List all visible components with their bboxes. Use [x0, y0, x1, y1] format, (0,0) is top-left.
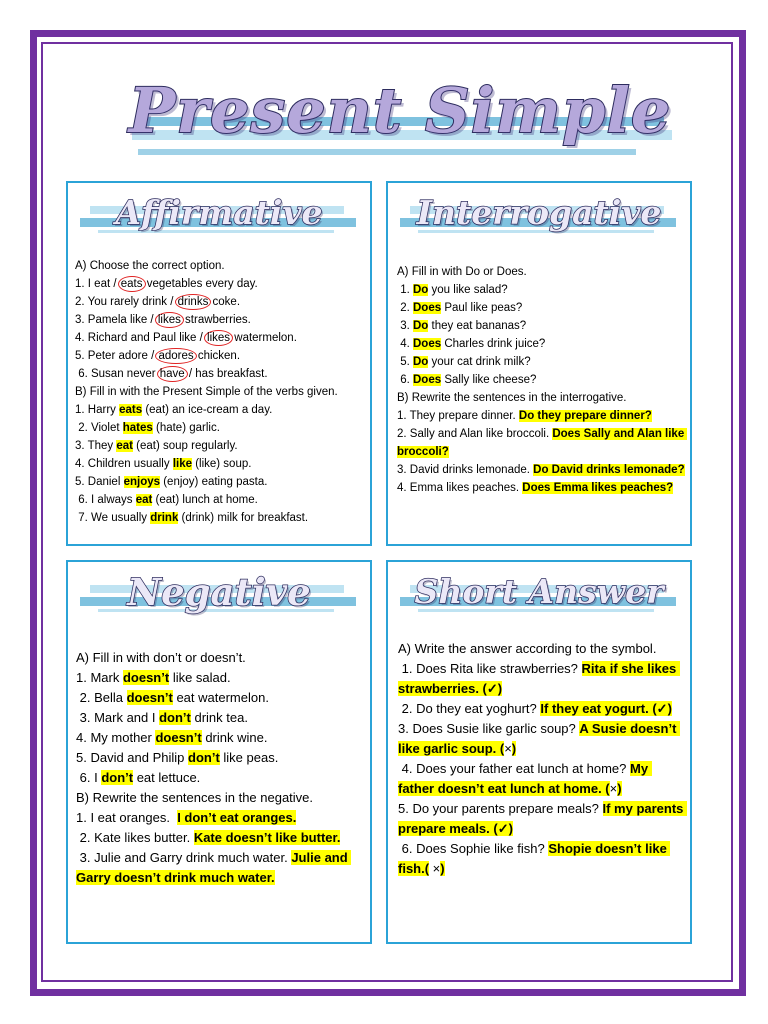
exercise-line	[397, 335, 687, 353]
exercise-line	[75, 419, 367, 437]
line-text: (enjoy) eating pasta.	[160, 476, 268, 488]
line-text: 5.	[397, 356, 413, 368]
highlighted-answer: hates	[122, 422, 153, 434]
section-heading: Affirmative	[115, 193, 323, 232]
exercise-line	[75, 365, 367, 383]
highlighted-answer: )	[440, 861, 445, 876]
line-text: ×	[609, 781, 618, 796]
highlighted-answer: don’t	[101, 770, 134, 785]
exercise-line	[397, 407, 687, 425]
exercise-line	[397, 425, 687, 461]
exercise-line	[397, 353, 687, 371]
exercise-line	[398, 719, 687, 759]
line-text: 4. Does your father eat lunch at home?	[398, 761, 630, 776]
highlighted-answer: doesn’t	[155, 730, 202, 745]
highlighted-answer: doesn’t	[122, 670, 170, 685]
line-text: B) Fill in with the Present Simple of the verbs given.	[75, 386, 338, 398]
line-text: 1. They prepare dinner.	[397, 410, 519, 422]
highlighted-answer: Do	[413, 356, 429, 368]
exercise-line	[397, 461, 687, 479]
line-text: 6. I always	[75, 494, 136, 506]
line-text: 5. David and Philip	[76, 750, 189, 765]
line-text: 4. Richard and Paul like /	[75, 332, 207, 344]
line-text: B) Rewrite the sentences in the negative.	[76, 790, 314, 805]
line-text: vegetables every day.	[143, 278, 258, 290]
exercise-line	[75, 257, 367, 275]
exercise-line	[75, 275, 367, 293]
line-text: 7. We usually	[75, 512, 151, 524]
line-text: 3. Mark and I	[76, 710, 160, 725]
line-text: (drink) milk for breakfast.	[178, 512, 309, 524]
line-text: like peas.	[219, 750, 279, 765]
highlighted-answer: Shopie doesn’t like fish.(	[398, 841, 671, 876]
line-text: 2. You rarely drink /	[75, 296, 177, 308]
section-heading-banner	[80, 570, 358, 614]
line-text: 2. Bella	[76, 690, 127, 705]
line-text: 5. Daniel	[75, 476, 124, 488]
line-text: 6. Does Sophie like fish?	[398, 841, 549, 856]
line-text: A) Fill in with don’t or doesn’t.	[76, 650, 246, 665]
line-text: 1.	[397, 284, 413, 296]
exercise-line	[76, 788, 367, 808]
line-text: eat watermelon.	[172, 690, 269, 705]
highlighted-answer: Does	[413, 374, 442, 386]
exercise-line	[398, 639, 687, 659]
section-heading-banner	[80, 191, 358, 235]
highlighted-answer: eat	[116, 440, 133, 452]
line-text: Sally like cheese?	[441, 374, 537, 386]
exercise-line	[397, 371, 687, 389]
line-text: 4. My mother	[76, 730, 156, 745]
exercise-line	[397, 281, 687, 299]
exercise-line	[76, 808, 367, 828]
section-heading-banner	[400, 570, 678, 614]
exercise-line	[397, 263, 687, 281]
short-answer-section	[386, 560, 692, 944]
circled-option: drinks	[175, 294, 212, 310]
exercise-line	[75, 293, 367, 311]
highlighted-answer: Do David drinks lemonade?	[533, 464, 685, 476]
highlighted-answer: If my parents prepare meals. (✓)	[398, 801, 688, 836]
interrogative-section	[386, 181, 692, 546]
line-text: 4. Children usually	[75, 458, 173, 470]
highlighted-answer: Julie and Garry doesn’t drink much water.	[76, 850, 352, 885]
exercise-line	[398, 759, 687, 799]
line-text: ×	[504, 741, 512, 756]
line-text: they eat bananas?	[428, 320, 527, 332]
exercise-line	[75, 491, 367, 509]
section-heading: Negative	[127, 570, 311, 614]
line-text: 6.	[397, 374, 413, 386]
exercise-line	[75, 329, 367, 347]
highlighted-answer: drink	[150, 512, 179, 524]
line-text: 1. Harry	[75, 404, 120, 416]
affirmative-section	[66, 181, 372, 546]
exercise-line	[75, 401, 367, 419]
line-text: chicken.	[194, 350, 241, 362]
highlighted-answer: My father doesn’t eat lunch at home. (	[398, 761, 652, 796]
line-text: like salad.	[169, 670, 231, 685]
circled-option: have	[157, 366, 188, 382]
line-text: your cat drink milk?	[428, 356, 531, 368]
exercise-line	[398, 799, 687, 839]
exercise-line	[76, 648, 367, 668]
line-text: (eat) an ice-cream a day.	[142, 404, 273, 416]
exercise-line	[75, 437, 367, 455]
highlighted-answer: Does Sally and Alan like broccoli?	[397, 428, 688, 458]
highlighted-answer: )	[617, 781, 622, 796]
highlighted-answer: Rita if she likes strawberries. (✓)	[398, 661, 680, 696]
highlighted-answer: Kate doesn’t like butter.	[193, 830, 341, 845]
line-text: / has breakfast.	[185, 368, 268, 380]
highlighted-answer: Does Emma likes peaches?	[522, 482, 674, 494]
exercise-line	[398, 659, 687, 699]
line-text: (like) soup.	[192, 458, 252, 470]
highlighted-answer: )	[511, 741, 517, 756]
exercise-line	[75, 455, 367, 473]
highlighted-answer: doesn’t	[126, 690, 173, 705]
line-text: drink tea.	[190, 710, 248, 725]
exercise-list	[397, 263, 687, 497]
line-text: 1. I eat oranges.	[76, 810, 178, 825]
line-text: 4. Emma likes peaches.	[397, 482, 523, 494]
line-text: 6. Susan never	[75, 368, 159, 380]
exercise-list	[76, 648, 367, 888]
line-text: 1. I eat /	[75, 278, 120, 290]
exercise-line	[75, 383, 367, 401]
exercise-list	[398, 639, 687, 879]
highlighted-answer: I don’t eat oranges.	[177, 810, 297, 825]
exercise-line	[76, 728, 367, 748]
highlighted-answer: Does	[413, 338, 442, 350]
line-text: A) Fill in with Do or Does.	[397, 266, 527, 278]
exercise-list	[75, 257, 367, 527]
highlighted-answer: Do	[413, 320, 429, 332]
exercise-line	[76, 768, 367, 788]
highlighted-answer: enjoys	[123, 476, 161, 488]
exercise-line	[76, 748, 367, 768]
highlighted-answer: eats	[119, 404, 143, 416]
highlighted-answer: eat	[135, 494, 153, 506]
line-text: A) Write the answer according to the symbol.	[398, 641, 657, 656]
line-text: you like salad?	[428, 284, 508, 296]
highlighted-answer: don’t	[188, 750, 220, 765]
line-text: (eat) soup regularly.	[132, 440, 238, 452]
line-text: A) Choose the correct option.	[75, 260, 225, 272]
line-text: coke.	[209, 296, 241, 308]
line-text: 2. Sally and Alan like broccoli.	[397, 428, 553, 440]
exercise-line	[75, 473, 367, 491]
circled-option: adores	[155, 348, 196, 364]
exercise-line	[76, 668, 367, 688]
exercise-line	[397, 317, 687, 335]
line-text: 5. Do your parents prepare meals?	[398, 801, 603, 816]
exercise-line	[76, 708, 367, 728]
exercise-line	[76, 848, 367, 888]
exercise-line	[398, 699, 687, 719]
line-text: 1. Mark	[76, 670, 123, 685]
exercise-line	[397, 389, 687, 407]
line-text: (eat) lunch at home.	[152, 494, 258, 506]
line-text: 3. Pamela like /	[75, 314, 157, 326]
exercise-line	[75, 347, 367, 365]
page-title: Present Simple	[128, 74, 672, 147]
line-text: drink wine.	[201, 730, 268, 745]
exercise-line	[75, 509, 367, 527]
circled-option: likes	[155, 312, 184, 328]
line-text: ×	[429, 861, 441, 876]
exercise-line	[75, 311, 367, 329]
line-text: watermelon.	[231, 332, 297, 344]
circled-option: eats	[118, 276, 146, 292]
exercise-line	[397, 299, 687, 317]
line-text: 2.	[397, 302, 413, 314]
exercise-line	[76, 828, 367, 848]
line-text: 6. I	[76, 770, 102, 785]
section-heading: Short Answer	[414, 572, 664, 611]
line-text: eat lettuce.	[133, 770, 201, 785]
line-text: 2. Kate likes butter.	[76, 830, 194, 845]
line-text: 3. Does Susie like garlic soup?	[398, 721, 580, 736]
line-text: Paul like peas?	[441, 302, 523, 314]
line-text: 4.	[397, 338, 413, 350]
line-text: strawberries.	[181, 314, 251, 326]
line-text: 1. Does Rita like strawberries?	[398, 661, 582, 676]
circled-option: likes	[204, 330, 233, 346]
exercise-line	[76, 688, 367, 708]
line-text: 3. They	[75, 440, 117, 452]
highlighted-answer: don’t	[159, 710, 191, 725]
line-text: 2. Violet	[75, 422, 123, 434]
section-heading: Interrogative	[416, 193, 662, 232]
highlighted-answer: Do they prepare dinner?	[518, 410, 652, 422]
section-heading-banner	[400, 191, 678, 235]
line-text: (hate) garlic.	[152, 422, 220, 434]
highlighted-answer: Does	[413, 302, 442, 314]
exercise-line	[397, 479, 687, 497]
exercise-line	[398, 839, 687, 879]
line-text: 3.	[397, 320, 413, 332]
line-text: B) Rewrite the sentences in the interrogative.	[397, 392, 627, 404]
line-text: Charles drink juice?	[441, 338, 546, 350]
highlighted-answer: like	[172, 458, 192, 470]
line-text: 3. David drinks lemonade.	[397, 464, 534, 476]
line-text: 3. Julie and Garry drink much water.	[76, 850, 292, 865]
highlighted-answer: Do	[413, 284, 429, 296]
line-text: 5. Peter adore /	[75, 350, 158, 362]
highlighted-answer: If they eat yogurt. (✓)	[540, 701, 672, 716]
highlighted-answer: A Susie doesn’t like garlic soup. (	[398, 721, 681, 756]
line-text: 2. Do they eat yoghurt?	[398, 701, 541, 716]
negative-section	[66, 560, 372, 944]
